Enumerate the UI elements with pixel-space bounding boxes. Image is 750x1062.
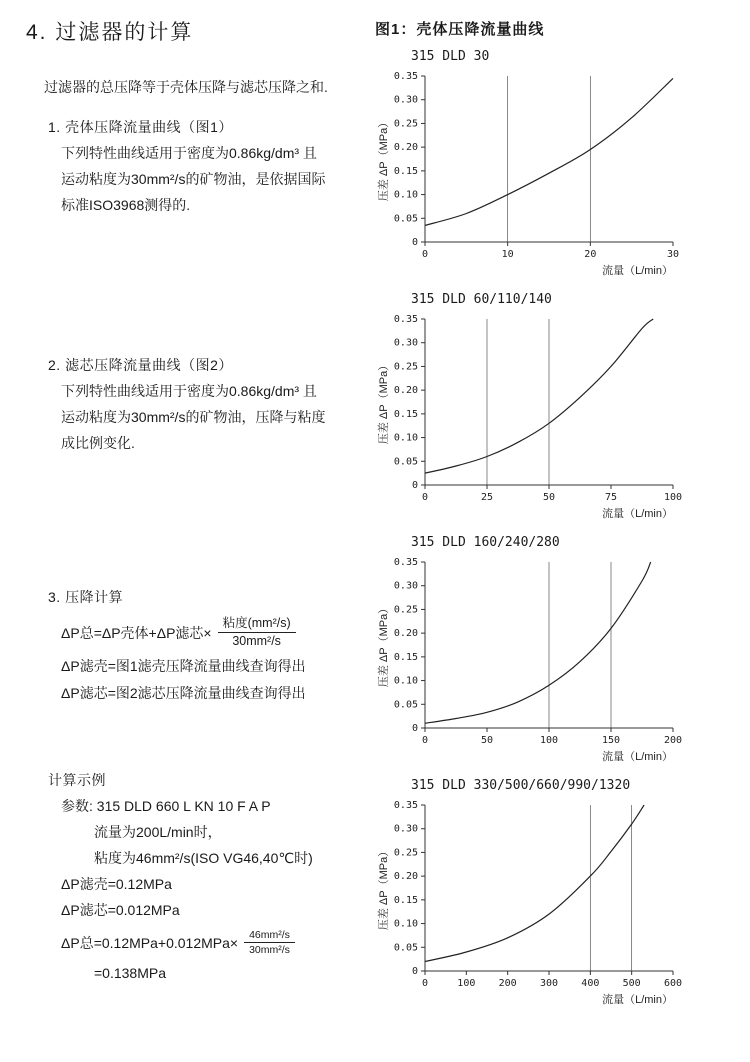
section-element-curve [48, 352, 374, 456]
section-line: 运动粘度为30mm²/s的矿物油，压降与粘度 [61, 409, 326, 425]
svg-text:0.15: 0.15 [393, 651, 418, 663]
svg-text:流量（L/min）: 流量（L/min） [602, 265, 673, 277]
svg-text:0.15: 0.15 [393, 894, 418, 906]
svg-text:压差 ΔP（MPa）: 压差 ΔP（MPa） [378, 116, 390, 202]
svg-text:压差 ΔP（MPa）: 压差 ΔP（MPa） [378, 359, 390, 445]
section-line: 成比例变化. [61, 435, 135, 451]
fraction-denominator: 30mm²/s [232, 634, 281, 648]
svg-text:0: 0 [421, 492, 429, 503]
svg-text:压差 ΔP（MPa）: 压差 ΔP（MPa） [378, 602, 390, 688]
figure-column [375, 18, 715, 1021]
svg-text:0.35: 0.35 [393, 800, 418, 811]
svg-text:流量（L/min）: 流量（L/min） [602, 751, 673, 763]
svg-text:0.25: 0.25 [393, 361, 418, 373]
svg-text:0.30: 0.30 [393, 823, 418, 835]
section-heading: 3. 压降计算 [48, 589, 124, 605]
svg-text:0: 0 [411, 480, 418, 491]
svg-text:0: 0 [421, 735, 429, 746]
svg-text:0.35: 0.35 [393, 71, 418, 82]
svg-text:0: 0 [411, 237, 418, 248]
example-result: =0.138MPa [94, 965, 166, 981]
svg-text:100: 100 [539, 735, 559, 746]
svg-text:100: 100 [663, 492, 683, 503]
svg-text:600: 600 [663, 978, 683, 989]
section-heading: 1. 壳体压降流量曲线（图1） [48, 119, 233, 135]
chart-title: 315 DLD 330/500/660/990/1320 [411, 778, 631, 793]
svg-text:0.20: 0.20 [393, 871, 418, 883]
calculation-example [48, 767, 374, 986]
formula-notes [61, 653, 374, 707]
chart-315-dld-330-1320 [375, 778, 715, 1009]
svg-text:0.25: 0.25 [393, 118, 418, 130]
section-line: 运动粘度为30mm²/s的矿物油，是依据国际 [61, 171, 326, 187]
svg-text:0.05: 0.05 [393, 456, 418, 468]
fraction-numerator: 粘度(mm²/s) [218, 616, 296, 633]
example-total-formula [61, 929, 374, 956]
example-housing-drop: ΔP滤壳=0.12MPa [61, 876, 172, 892]
figure-title: 图1：壳体压降流量曲线 [375, 21, 545, 38]
svg-text:0.20: 0.20 [393, 628, 418, 640]
total-pressure-formula [61, 616, 374, 649]
svg-text:0.10: 0.10 [393, 675, 418, 687]
section-housing-curve [48, 114, 374, 218]
example-flow-line: 流量为200L/min时， [94, 824, 222, 840]
svg-text:0.30: 0.30 [393, 580, 418, 592]
svg-text:0: 0 [411, 723, 418, 734]
svg-text:0.15: 0.15 [393, 408, 418, 420]
formula-lhs: ΔP总=0.12MPa+0.012MPa× [61, 934, 239, 951]
example-viscosity-line: 粘度为46mm²/s(ISO VG46,40℃时) [94, 850, 313, 866]
formula-note: ΔP滤芯=图2滤芯压降流量曲线查询得出 [61, 685, 306, 701]
section-line: 下列特性曲线适用于密度为0.86kg/dm³ 且 [61, 145, 317, 161]
section-pressure-calculation [48, 584, 374, 707]
section-body [61, 140, 374, 218]
svg-text:200: 200 [498, 978, 517, 989]
svg-text:流量（L/min）: 流量（L/min） [602, 508, 673, 520]
fraction-numerator: 46mm²/s [244, 929, 295, 943]
fraction-denominator: 30mm²/s [249, 944, 290, 956]
svg-text:30: 30 [666, 249, 680, 260]
svg-text:0: 0 [421, 978, 429, 989]
section-line: 下列特性曲线适用于密度为0.86kg/dm³ 且 [61, 383, 317, 399]
chart-title: 315 DLD 60/110/140 [411, 292, 552, 307]
svg-text:400: 400 [581, 978, 600, 989]
svg-text:200: 200 [663, 735, 683, 746]
chart-title: 315 DLD 160/240/280 [411, 535, 560, 550]
svg-text:50: 50 [480, 735, 494, 746]
svg-text:20: 20 [584, 249, 597, 260]
chart-315-dld-60-110-140 [375, 292, 715, 523]
svg-text:100: 100 [457, 978, 476, 989]
fraction [218, 616, 296, 649]
section-line: 标准ISO3968测得的. [61, 197, 191, 213]
chart-canvas [375, 552, 689, 766]
svg-text:0.30: 0.30 [393, 94, 418, 106]
svg-text:0.25: 0.25 [393, 604, 418, 616]
svg-text:25: 25 [480, 492, 494, 503]
svg-text:0.10: 0.10 [393, 918, 418, 930]
intro-text: 过滤器的总压降等于壳体压降与滤芯压降之和. [44, 79, 328, 95]
svg-text:0.35: 0.35 [393, 314, 418, 325]
fraction [244, 929, 295, 956]
chart-canvas [375, 66, 689, 280]
svg-text:0.25: 0.25 [393, 847, 418, 859]
svg-text:300: 300 [539, 978, 559, 989]
svg-text:0.35: 0.35 [393, 557, 418, 568]
svg-text:0.05: 0.05 [393, 213, 418, 225]
chart-315-dld-160-240-280 [375, 535, 715, 766]
svg-text:500: 500 [622, 978, 641, 989]
svg-text:0.20: 0.20 [393, 142, 418, 154]
svg-text:10: 10 [501, 249, 514, 260]
page-title: 4. 过滤器的计算 [26, 21, 194, 44]
chart-canvas [375, 309, 689, 523]
svg-text:75: 75 [604, 492, 618, 503]
svg-text:150: 150 [601, 735, 621, 746]
svg-text:0.10: 0.10 [393, 432, 418, 444]
formula-lhs: ΔP总=ΔP壳体+ΔP滤芯× [61, 624, 212, 641]
section-body [61, 378, 374, 456]
svg-text:流量（L/min）: 流量（L/min） [602, 994, 673, 1006]
svg-text:0.10: 0.10 [393, 189, 418, 201]
svg-text:0: 0 [411, 966, 418, 977]
formula-note: ΔP滤壳=图1滤壳压降流量曲线查询得出 [61, 658, 306, 674]
example-parameters: 参数: 315 DLD 660 L KN 10 F A P [61, 798, 271, 814]
svg-text:压差 ΔP（MPa）: 压差 ΔP（MPa） [378, 845, 390, 931]
svg-text:0: 0 [421, 249, 429, 260]
svg-text:0.05: 0.05 [393, 942, 418, 954]
svg-text:0.20: 0.20 [393, 385, 418, 397]
text-column [26, 16, 374, 986]
svg-text:0.30: 0.30 [393, 337, 418, 349]
example-element-drop: ΔP滤芯=0.012MPa [61, 902, 180, 918]
chart-315-dld-30 [375, 49, 715, 280]
svg-text:0.05: 0.05 [393, 699, 418, 711]
chart-canvas [375, 795, 689, 1009]
example-heading: 计算示例 [48, 772, 106, 788]
svg-text:50: 50 [542, 492, 556, 503]
chart-title: 315 DLD 30 [411, 49, 490, 64]
svg-text:0.15: 0.15 [393, 165, 418, 177]
section-heading: 2. 滤芯压降流量曲线（图2） [48, 357, 233, 373]
